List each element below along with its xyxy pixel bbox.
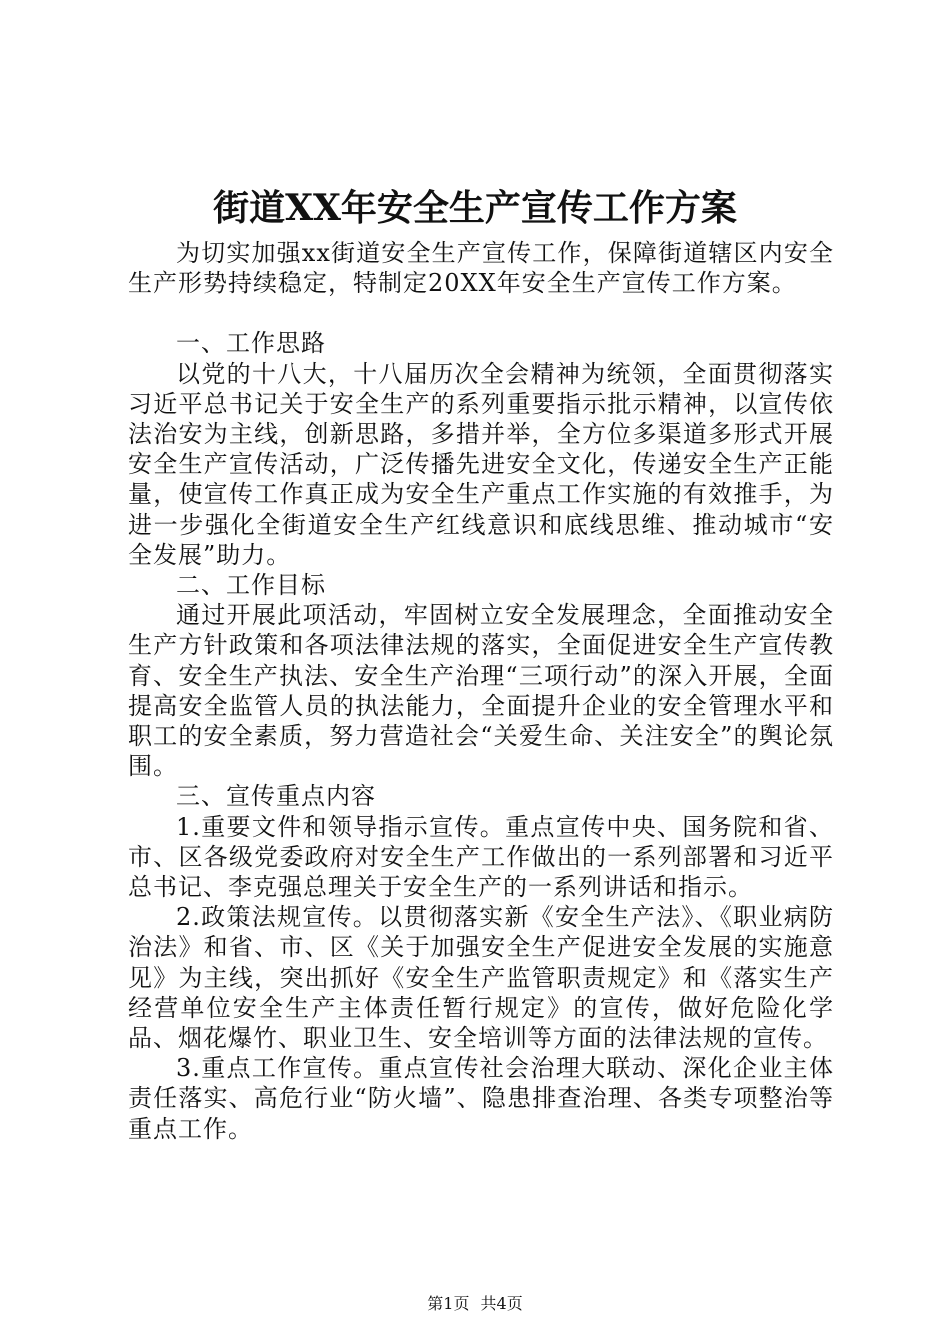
section-heading-key-content: 三、宣传重点内容 [176, 782, 376, 811]
document-title: 街道XX年安全生产宣传工作方案 [213, 187, 737, 229]
page-footer [0, 1294, 950, 1314]
key-content-item-2: 2.政策法规宣传。以贯彻落实新《安全生产法》、《职业病防治法》和省、市、区《关于加强安全生产促进安全发展的实施意见》为主线，突出抓好《安全生产监管职责规定》和《落实生产经营单位安全生产主体责任暂行规定》的宣传，做好危险化学品、烟花爆竹、职业卫生、安全培训等方面的法律法规的宣传。 [128, 903, 834, 1053]
page-total: 共4页 [480, 1294, 523, 1313]
document-body [128, 238, 834, 1144]
work-goals-paragraph: 通过开展此项活动，牢固树立安全发展理念，全面推动安全生产方针政策和各项法律法规的落实，全面促进安全生产宣传教育、安全生产执法、安全生产治理“三项行动”的深入开展，全面提高安全监管人员的执法能力，全面提升企业的安全管理水平和职工的安全素质，努力营造社会“关爱生命、关注安全”的舆论氛围。 [128, 601, 834, 781]
section-heading-work-goals: 二、工作目标 [176, 571, 326, 600]
key-content-item-3: 3.重点工作宣传。重点宣传社会治理大联动、深化企业主体责任落实、高危行业“防火墙”、隐患排查治理、各类专项整治等重点工作。 [128, 1054, 834, 1143]
paragraph-spacer [128, 298, 834, 328]
section-heading-work-approach: 一、工作思路 [176, 329, 326, 358]
key-content-item-1: 1.重要文件和领导指示宣传。重点宣传中央、国务院和省、市、区各级党委政府对安全生产工作做出的一系列部署和习近平总书记、李克强总理关于安全生产的一系列讲话和指示。 [128, 812, 834, 902]
intro-paragraph: 为切实加强xx街道安全生产宣传工作，保障街道辖区内安全生产形势持续稳定，特制定20XX年安全生产宣传工作方案。 [128, 239, 834, 298]
work-approach-paragraph: 以党的十八大，十八届历次全会精神为统领，全面贯彻落实习近平总书记关于安全生产的系列重要指示批示精神，以宣传依法治安为主线，创新思路，多措并举，全方位多渠道多形式开展安全生产宣传活动，广泛传播先进安全文化，传递安全生产正能量，使宣传工作真正成为安全生产重点工作实施的有效推手，为进一步强化全街道安全生产红线意识和底线思维、推动城市“安全发展”助力。 [128, 359, 834, 569]
page-number: 第1页 [427, 1294, 470, 1313]
